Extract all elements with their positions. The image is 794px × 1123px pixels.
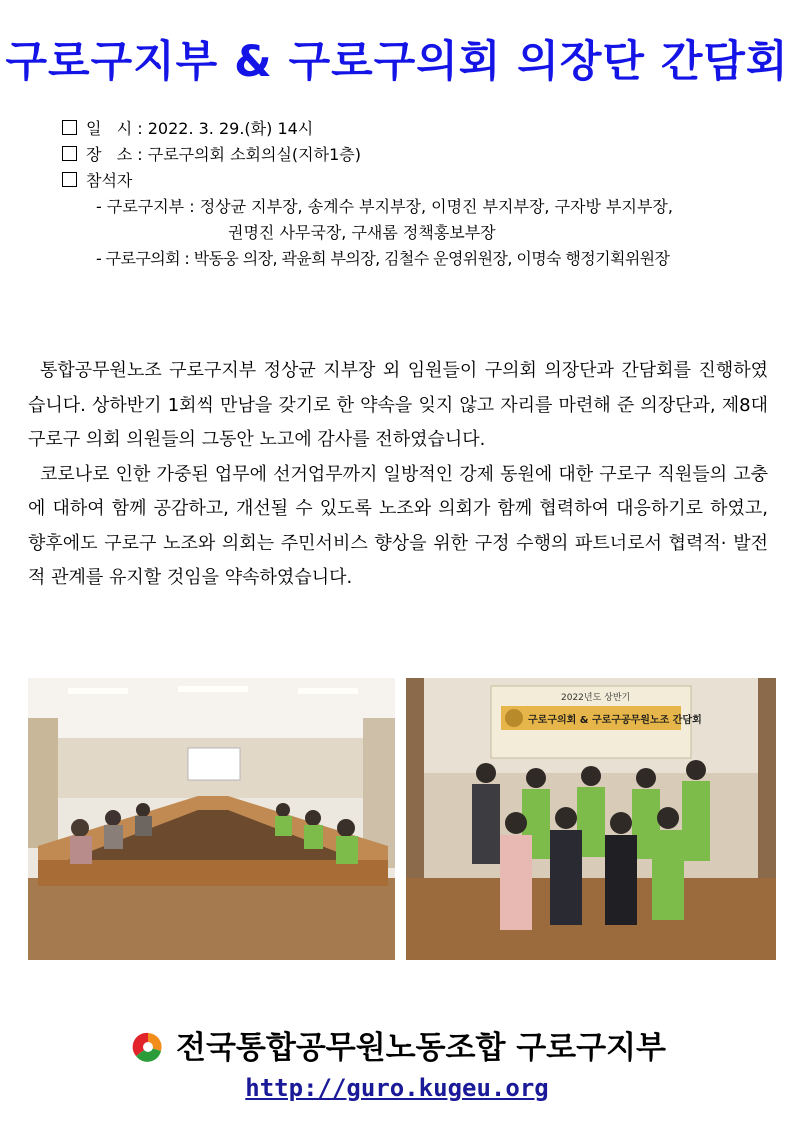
banner-year: 2022년도 상반기	[561, 693, 631, 703]
council-attendees	[96, 246, 762, 272]
union-line2: 권명진 사무국장, 구새롬 정책홍보부장	[228, 223, 496, 242]
banner-title: 구로구의회 & 구로구공무원노조 간담회	[528, 715, 702, 726]
date-label: 일 시 :	[86, 119, 148, 138]
council-label: - 구로구의회 :	[96, 249, 194, 268]
org-name: 전국통합공무원노동조합 구로구지부	[176, 1030, 666, 1066]
attendees-row	[62, 168, 762, 194]
place-value: 구로구의회 소회의실(지하1층)	[147, 145, 361, 164]
paragraph-1: 통합공무원노조 구로구지부 정상균 지부장 외 임원들이 구의회 의장단과 간담회를 진행하였습니다. 상하반기 1회씩 만남을 갖기로 한 약속을 잊지 않고 자리를 마련해 준 의장단과, 제8대 구로구 의회 의원들의 그동안 노고에 감사를 전하였습니다.	[28, 360, 768, 450]
meeting-room-photo	[28, 678, 395, 960]
place-label: 장 소 :	[86, 145, 148, 164]
checkbox-icon	[62, 120, 77, 135]
union-line1: 정상균 지부장, 송계수 부지부장, 이명진 부지부장, 구자방 부지부장,	[199, 197, 673, 216]
union-attendees	[96, 194, 762, 220]
checkbox-icon	[62, 172, 77, 187]
paragraph-2: 코로나로 인한 가중된 업무에 선거업무까지 일방적인 강제 동원에 대한 구로구 직원들의 고충에 대하여 함께 공감하고, 개선될 수 있도록 노조와 의회가 함께 협력하여 대응하기로 하였고, 향후에도 구로구 노조와 의회는 주민서비스 향상을 위한 구정 수행의 파트너로서 협력적· 발전적 관계를 유지할 것임을 약속하였습니다.	[28, 463, 768, 588]
attendees-label: 참석자	[86, 171, 133, 190]
article-body	[28, 354, 768, 596]
council-line: 박동웅 의장, 곽윤희 부의장, 김철수 운영위원장, 이명숙 행정기획위원장	[193, 249, 670, 268]
footer-org	[0, 1022, 794, 1073]
checkbox-icon	[62, 146, 77, 161]
website-link[interactable]: http://guro.kugeu.org	[245, 1074, 549, 1102]
page-title: 구로구지부 & 구로구의회 의장단 간담회	[5, 37, 789, 87]
place-row	[62, 142, 762, 168]
union-attendees-cont	[228, 220, 762, 246]
date-value: 2022. 3. 29.(화) 14시	[147, 119, 314, 138]
date-row	[62, 116, 762, 142]
union-label: - 구로구지부 :	[96, 197, 200, 216]
meeting-room-illustration	[28, 678, 395, 960]
meeting-info	[62, 116, 762, 272]
union-logo-icon	[128, 1029, 168, 1073]
group-photo	[406, 678, 776, 960]
council-emblem-icon	[505, 709, 523, 727]
